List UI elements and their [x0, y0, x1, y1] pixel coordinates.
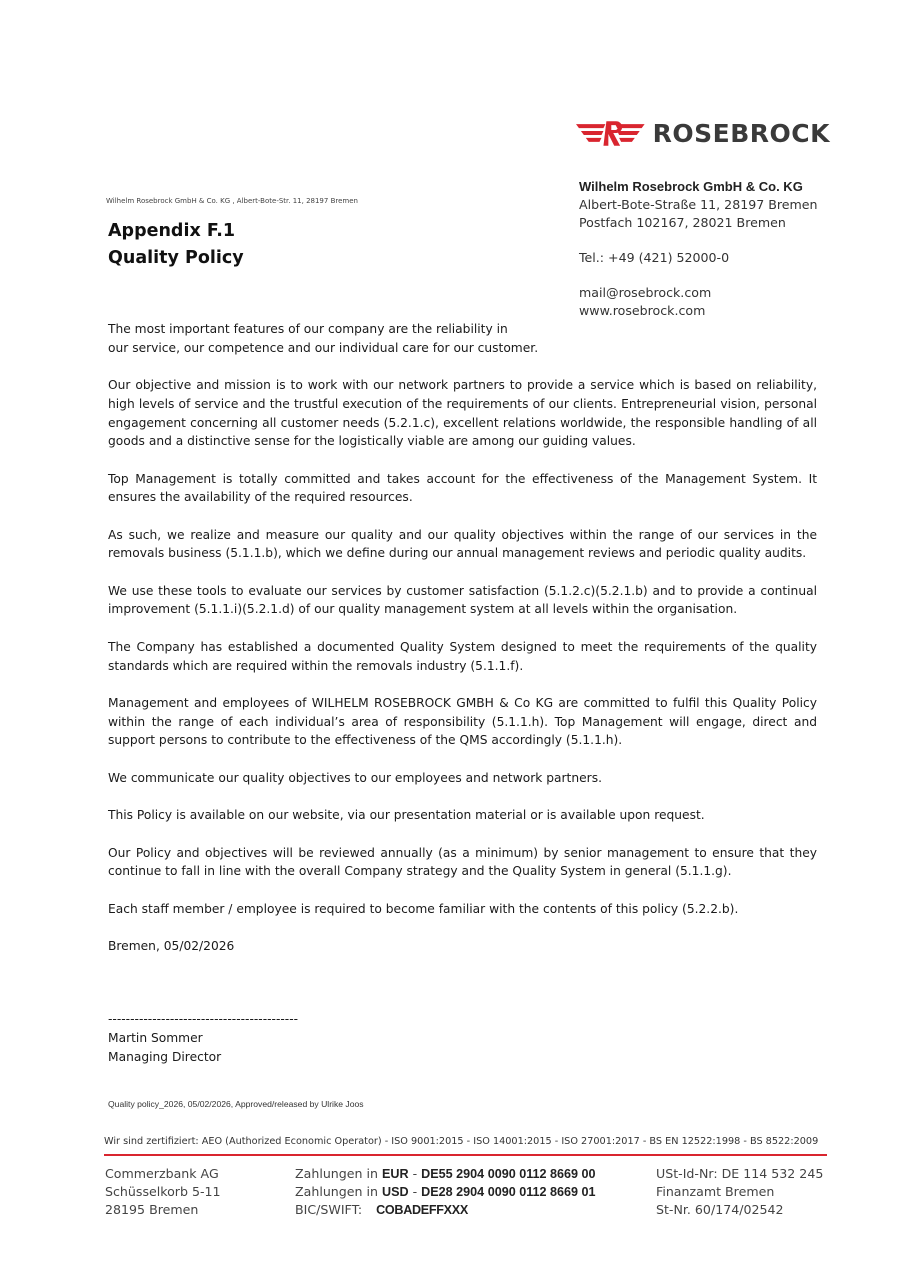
eur-currency: EUR [382, 1167, 409, 1181]
contact-phone: Tel.: +49 (421) 52000-0 [579, 250, 730, 265]
paragraph-quality-system: The Company has established a documented Quality System designed to meet the requirements of the quality standards which are required within the removals industry (5.1.1.f). [108, 639, 817, 673]
intro-paragraph [108, 320, 548, 357]
signatory-name: Martin Sommer [108, 1031, 203, 1045]
bank-name: Commerzbank AG [105, 1166, 219, 1181]
footer-payment-details [295, 1165, 596, 1219]
bank-city: 28195 Bremen [105, 1202, 199, 1217]
intro-line-2: our service, our competence and our individual care for our customer. [108, 340, 539, 355]
eur-iban: DE55 2904 0090 0112 8669 00 [421, 1167, 596, 1181]
payment-usd: Zahlungen in USD - DE28 2904 0090 0112 8669 01 [295, 1184, 596, 1199]
paragraph-tools: We use these tools to evaluate our services by customer satisfaction (5.1.2.c)(5.2.1.b) and to provide a continual improvement (5.1.1.i)(5.2.1.d) of our quality management system at all levels within the organisation. [108, 583, 817, 617]
payment-eur: Zahlungen in EUR - DE55 2904 0090 0112 8669 00 [295, 1166, 596, 1181]
paragraph-communication: We communicate our quality objectives to our employees and network partners. [108, 770, 602, 785]
contact-email: mail@rosebrock.com [579, 285, 712, 300]
tax-number: St-Nr. 60/174/02542 [656, 1202, 784, 1217]
footer-tax-details [656, 1165, 823, 1219]
policy-body [108, 320, 817, 974]
paragraph-review: Our Policy and objectives will be reviewed annually (as a minimum) by senior management to ensure that they continue to fall in line with the overall Company strategy and the Quality System in general (5.1.1.g). [108, 845, 817, 879]
signatory-role: Managing Director [108, 1050, 222, 1064]
footer-bank-address [105, 1165, 221, 1219]
place-date: Bremen, 05/02/2026 [108, 939, 235, 954]
contact-web: www.rosebrock.com [579, 303, 706, 318]
paragraph-objective: Our objective and mission is to work with our network partners to provide a service which is based on reliability, high levels of service and the trustful execution of the requirements of our clients. Entrepreneurial vision, personal engagement concerning all customer needs (5.2.1.c), excellent relations worldwide, the responsible handling of all goods and a distinctive sense for the logistically viable are among our guiding values. [108, 378, 817, 449]
bic-label: BIC/SWIFT: [295, 1202, 363, 1217]
paragraph-familiarity: Each staff member / employee is required to become familiar with the contents of this policy (5.2.2.b). [108, 901, 739, 916]
bic-value: COBADEFFXXX [376, 1203, 468, 1217]
contact-postbox: Postfach 102167, 28021 Bremen [579, 215, 786, 230]
company-logo [576, 116, 830, 150]
intro-line-1: The most important features of our company are the reliability in [108, 322, 508, 336]
title-line-policy: Quality Policy [108, 248, 244, 268]
paragraph-availability: This Policy is available on our website, via our presentation material or is available upon request. [108, 808, 705, 823]
paragraph-quality-measure: As such, we realize and measure our quality and our quality objectives within the range of our services in the removals business (5.1.1.b), which we define during our annual management reviews and periodic quality audits. [108, 527, 817, 561]
contact-company: Wilhelm Rosebrock GmbH & Co. KG [579, 179, 803, 194]
usd-currency: USD [382, 1185, 409, 1199]
release-note: Quality policy_2026, 05/02/2026, Approved/released by Ulrike Joos [108, 1099, 364, 1109]
usd-iban: DE28 2904 0090 0112 8669 01 [421, 1185, 596, 1199]
payment-bic [295, 1201, 596, 1219]
title-line-appendix: Appendix F.1 [108, 221, 236, 241]
signature-line: ------------------------------------------- [108, 1012, 299, 1026]
logo-wordmark: ROSEBROCK [652, 118, 830, 148]
certification-line: Wir sind zertifiziert: AEO (Authorized Economic Operator) - ISO 9001:2015 - ISO 14001:2015 - ISO 27001:2017 - BS EN 12522:1998 - BS 8522:2009 [104, 1136, 819, 1147]
paragraph-commitment: Management and employees of WILHELM ROSEBROCK GMBH & Co KG are committed to fulfil this Quality Policy within the range of each individual’s area of responsibility (5.1.1.h). Top Management will engage, direct and support persons to contribute to the effectiveness of the QMS accordingly (5.1.1.h). [108, 695, 817, 748]
document-title [108, 218, 244, 272]
vat-id: USt-Id-Nr: DE 114 532 245 [656, 1166, 824, 1181]
tax-office: Finanzamt Bremen [656, 1184, 775, 1199]
paragraph-top-management: Top Management is totally committed and takes account for the effectiveness of the Management System. It ensures the availability of the required resources. [108, 471, 817, 505]
footer-divider [104, 1154, 827, 1156]
contact-block [579, 178, 818, 320]
sender-address-line: Wilhelm Rosebrock GmbH & Co. KG , Albert-Bote-Str. 11, 28197 Bremen [106, 197, 358, 205]
bank-street: Schüsselkorb 5-11 [105, 1184, 221, 1199]
contact-street: Albert-Bote-Straße 11, 28197 Bremen [579, 197, 818, 212]
rosebrock-wing-logo-icon [576, 118, 645, 148]
signature-block [108, 1010, 298, 1067]
